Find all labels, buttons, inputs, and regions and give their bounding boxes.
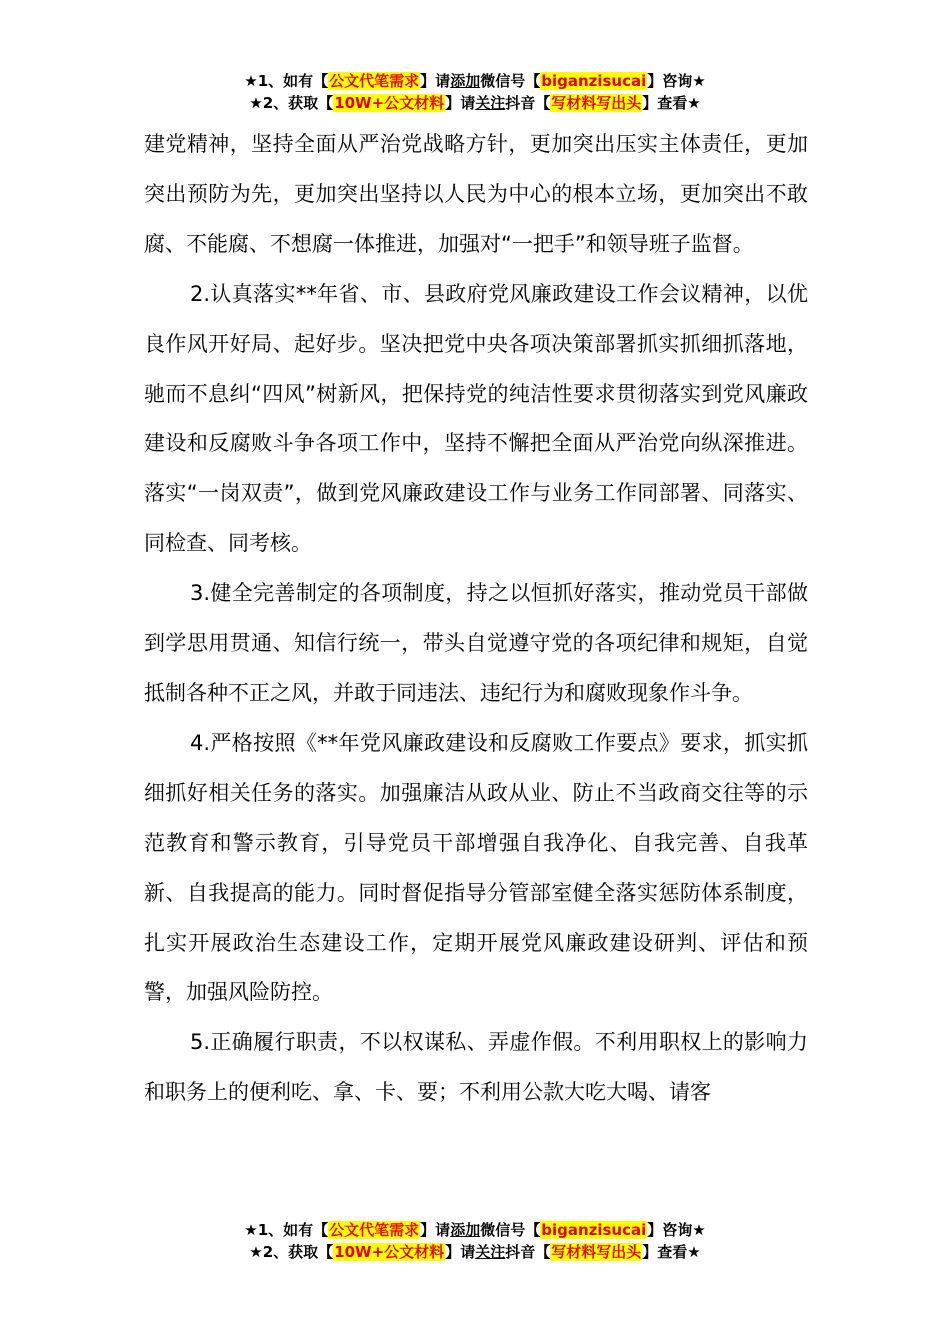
footer-banner [0,1219,950,1263]
footer-highlight-douyin: 写材料写出头 [551,1243,642,1261]
header-banner [0,70,950,114]
paragraph-item-2: 2.认真落实**年省、市、县政府党风廉政建设工作会议精神，以优良作风开好局、起好步。坚决把党中央各项决策部署抓实抓细抓落地，驰而不息纠“四风”树新风，把保持党的纯洁性要求贯彻落实到党风廉政建设和反腐败斗争各项工作中，坚持不懈把全面从严治党向纵深推进。落实“一岗双责”，做到党风廉政建设工作与业务工作同部署、同落实、同检查、同考核。 [144,281,808,556]
header-banner-line-1: ★1、如有【公文代笔需求】请添加微信号【biganzisucai】咨询★ [244,72,706,90]
footer-banner-line-2: ★2、获取【10W+公文材料】请关注抖音【写材料写出头】查看★ [249,1243,701,1261]
footer-highlight-materials: 10W+公文材料 [334,1243,445,1261]
footer-banner-line-1: ★1、如有【公文代笔需求】请添加微信号【biganzisucai】咨询★ [244,1221,706,1239]
paragraph-continuation: 建党精神，坚持全面从严治党战略方针，更加突出压实主体责任，更加突出预防为先，更加突出坚持以人民为中心的根本立场，更加突出不敢腐、不能腐、不想腐一体推进，加强对“一把手”和领导班子监督。 [144,132,808,256]
header-highlight-service: 公文代笔需求 [329,72,420,90]
header-highlight-douyin: 写材料写出头 [551,94,642,112]
paragraph-item-5: 5.正确履行职责，不以权谋私、弄虚作假。不利用职权上的影响力和职务上的便利吃、拿、卡、要；不利用公款大吃大喝、请客 [144,1030,808,1105]
paragraph-item-3: 3.健全完善制定的各项制度，持之以恒抓好落实，推动党员干部做到学思用贯通、知信行统一，带头自觉遵守党的各项纪律和规矩，自觉抵制各种不正之风，并敢于同违法、违纪行为和腐败现象作斗争。 [144,581,808,705]
header-banner-line-2: ★2、获取【10W+公文材料】请关注抖音【写材料写出头】查看★ [249,94,701,112]
header-highlight-materials: 10W+公文材料 [334,94,445,112]
paragraph-item-4: 4.严格按照《**年党风廉政建设和反腐败工作要点》要求，抓实抓细抓好相关任务的落实。加强廉洁从政从业、防止不当政商交往等的示范教育和警示教育，引导党员干部增强自我净化、自我完善、自我革新、自我提高的能力。同时督促指导分管部室健全落实惩防体系制度，扎实开展政治生态建设工作，定期开展党风廉政建设研判、评估和预警，加强风险防控。 [144,730,808,1005]
footer-highlight-service: 公文代笔需求 [329,1221,420,1239]
header-highlight-wechat-id: biganzisucai [541,72,647,90]
footer-highlight-wechat-id: biganzisucai [541,1221,647,1239]
document-body [144,120,808,1118]
